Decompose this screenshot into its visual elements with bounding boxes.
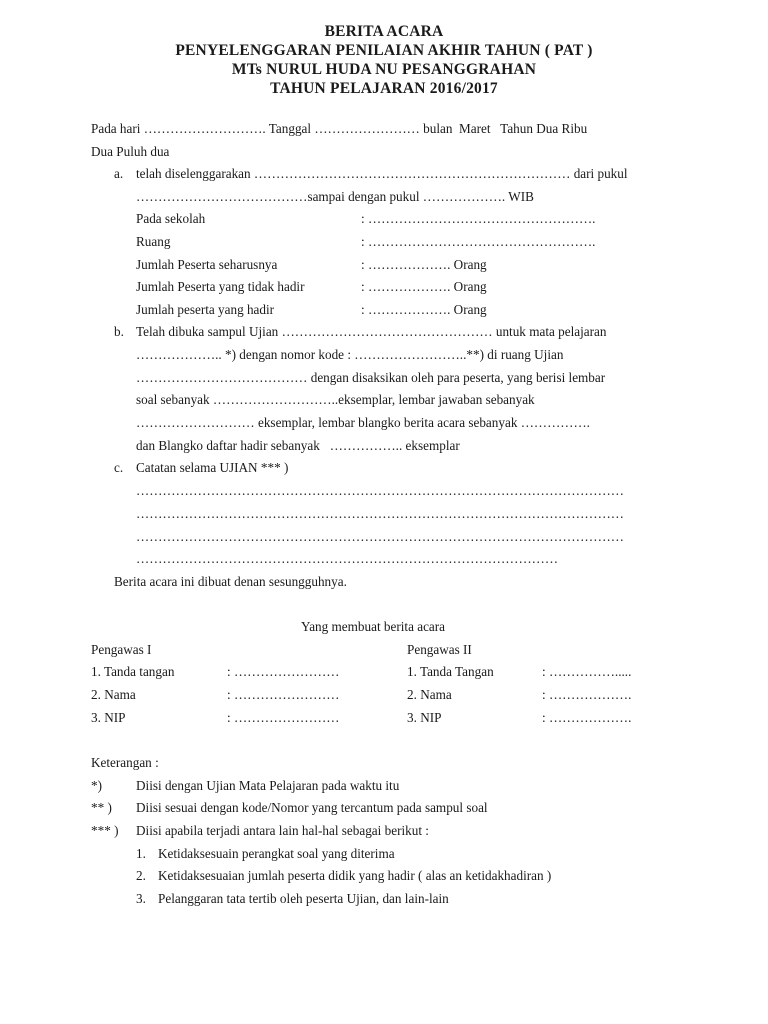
sub-note-text: Ketidaksesuain perangkat soal yang diterima [158,846,395,861]
field-label: Pada sekolah [136,211,206,226]
field-label: Jumlah Peserta yang tidak hadir [136,279,305,294]
signers-heading: Yang membuat berita acara [301,619,446,634]
section-b-line: ……………….. *) dengan nomor kode : ……………………..**) di ruang Ujian [136,347,564,362]
intro-line-1: Pada hari ………………………. Tanggal …………………… bulan Maret Tahun Dua Ribu [91,121,588,136]
pengawas-2-value: : ……………..... [542,664,632,679]
section-b-line: soal sebanyak ………………………..eksemplar, lembar jawaban sebanyak [136,392,535,407]
intro-line-2: Dua Puluh dua [91,144,170,159]
field-value: : ………………. Orang [361,279,487,294]
pengawas-1-label: 2. Nama [91,687,136,702]
note-marker: *) [91,778,102,793]
pengawas-1-label: 1. Tanda tangan [91,664,175,679]
notes-dotted-line: ………………………………………………………………………………………………… [136,529,624,544]
sub-note-number: 2. [136,868,146,883]
section-a-line-1: telah diselenggarakan ……………………………………………………………… dari pukul [136,166,628,181]
pengawas-1-label: 3. NIP [91,710,126,725]
section-a-line-2: …………………………………sampai dengan pukul ………………. WIB [136,189,534,204]
sub-note-number: 1. [136,846,146,861]
pengawas-2-title: Pengawas II [407,642,472,657]
pengawas-1-value: : …………………… [227,664,340,679]
field-label: Ruang [136,234,171,249]
field-label: Jumlah peserta yang hadir [136,302,275,317]
section-a-marker: a. [114,166,124,181]
notes-dotted-line: ………………………………………………………………………………………………… [136,506,624,521]
pengawas-1-value: : …………………… [227,710,340,725]
section-c-marker: c. [114,460,124,475]
sub-note-text: Ketidaksesuaian jumlah peserta didik yang hadir ( alas an ketidakhadiran ) [158,868,552,883]
field-value: : ……………………………………………. [361,234,596,249]
pengawas-2-label: 3. NIP [407,710,442,725]
field-label: Jumlah Peserta seharusnya [136,257,278,272]
pengawas-2-label: 1. Tanda Tangan [407,664,494,679]
pengawas-1-title: Pengawas I [91,642,152,657]
section-c-line-1: Catatan selama UJIAN *** ) [136,460,289,475]
field-value: : ………………. Orang [361,302,487,317]
notes-heading: Keterangan : [91,755,159,770]
pengawas-2-value: : ………………. [542,710,632,725]
pengawas-1-value: : …………………… [227,687,340,702]
title-line-2: PENYELENGGARAN PENILAIAN AKHIR TAHUN ( PAT ) [175,42,593,59]
document-header [0,22,768,98]
note-marker: *** ) [91,823,119,838]
field-value: : ……………………………………………. [361,211,596,226]
section-b-line: ……………………… eksemplar, lembar blangko berita acara sebanyak ……………. [136,415,590,430]
section-b-line: ………………………………… dengan disaksikan oleh para peserta, yang berisi lembar [136,370,606,385]
title-line-4: TAHUN PELAJARAN 2016/2017 [270,80,498,97]
notes-dotted-line: ………………………………………………………………………………………………… [136,483,624,498]
title-line-3: MTs NURUL HUDA NU PESANGGRAHAN [231,61,537,78]
note-text: Diisi sesuai dengan kode/Nomor yang tercantum pada sampul soal [136,800,488,815]
sub-note-text: Pelanggaran tata tertib oleh peserta Ujian, dan lain-lain [158,891,449,906]
note-text: Diisi dengan Ujian Mata Pelajaran pada waktu itu [136,778,400,793]
title-line-1: BERITA ACARA [324,23,444,40]
notes-dotted-line: …………………………………………………………………………………… [136,551,558,566]
note-text: Diisi apabila terjadi antara lain hal-hal sebagai berikut : [136,823,429,838]
field-value: : ………………. Orang [361,257,487,272]
section-b-line: dan Blangko daftar hadir sebanyak …………….. eksemplar [136,438,460,453]
sub-note-number: 3. [136,891,146,906]
pengawas-2-label: 2. Nama [407,687,452,702]
section-b-line: Telah dibuka sampul Ujian ………………………………………… untuk mata pelajaran [136,324,607,339]
section-b-marker: b. [114,324,124,339]
closing-statement: Berita acara ini dibuat denan sesungguhnya. [114,574,347,589]
pengawas-2-value: : ………………. [542,687,632,702]
note-marker: ** ) [91,800,112,815]
